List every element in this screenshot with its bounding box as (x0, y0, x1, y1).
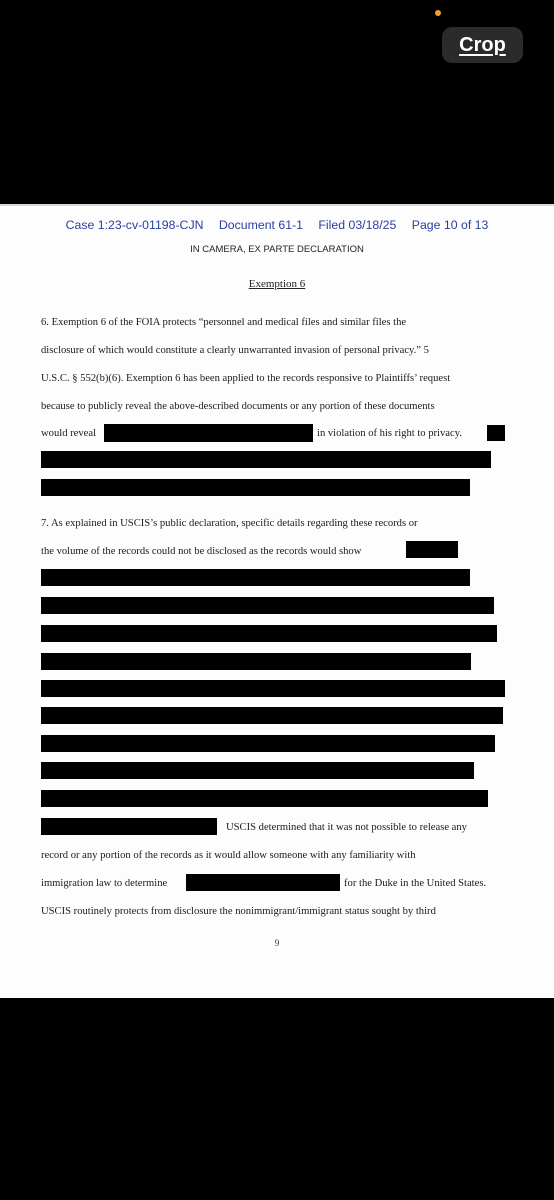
redaction-block (41, 597, 494, 614)
redaction-block (41, 818, 217, 835)
paragraph-7-line-5b: for the Duke in the United States. (344, 878, 487, 889)
top-bar (0, 0, 554, 200)
page-info: Page 10 of 13 (411, 218, 489, 232)
paragraph-6-line-2: disclosure of which would constitute a clearly unwarranted invasion of personal privacy.” 5 (41, 345, 429, 356)
declaration-header: IN CAMERA, EX PARTE DECLARATION (190, 244, 364, 255)
document-page (0, 204, 554, 998)
redaction-block (41, 735, 495, 752)
paragraph-6-line-3: U.S.C. § 552(b)(6). Exemption 6 has been applied to the records responsive to Plaintiffs’ request (41, 373, 451, 384)
redaction-block (41, 680, 505, 697)
filed-date: Filed 03/18/25 (318, 218, 397, 232)
paragraph-6-line-5b: in violation of his right to privacy. (317, 428, 462, 439)
paragraph-7-line-4: record or any portion of the records as it would allow someone with any familiarity with (41, 850, 416, 861)
page-edge (0, 204, 554, 206)
page-number: 9 (274, 938, 280, 948)
redaction-block (186, 874, 340, 891)
bottom-area (0, 998, 554, 1200)
redaction-block (406, 541, 458, 558)
redaction-block (41, 790, 488, 807)
redaction-block (41, 479, 470, 496)
crop-button-label: Crop (459, 33, 506, 56)
redaction-block (41, 625, 497, 642)
paragraph-7-line-2: the volume of the records could not be disclosed as the records would show (41, 546, 362, 557)
redaction-block (41, 707, 503, 724)
redaction-block (104, 424, 313, 442)
redaction-block (487, 425, 505, 441)
redaction-block (41, 569, 470, 586)
paragraph-7-line-3: USCIS determined that it was not possible to release any (226, 822, 467, 833)
paragraph-7-line-5a: immigration law to determine (41, 878, 168, 889)
redaction-block (41, 653, 471, 670)
case-number: Case 1:23-cv-01198-CJN (65, 218, 204, 232)
paragraph-7-line-1: 7. As explained in USCIS’s public declaration, specific details regarding these records or (41, 518, 418, 529)
paragraph-6-line-4: because to publicly reveal the above-described documents or any portion of these documents (41, 401, 435, 412)
document-number: Document 61-1 (218, 218, 303, 232)
redaction-block (41, 762, 474, 779)
crop-button[interactable] (442, 27, 523, 63)
redaction-block (41, 451, 491, 468)
section-title: Exemption 6 (248, 278, 306, 290)
paragraph-6-line-1: 6. Exemption 6 of the FOIA protects “personnel and medical files and similar files the (41, 317, 407, 328)
recording-indicator-dot (435, 10, 441, 16)
paragraph-6-line-5a: would reveal (41, 428, 97, 439)
paragraph-7-line-6: USCIS routinely protects from disclosure the nonimmigrant/immigrant status sought by third (41, 906, 436, 917)
case-header (0, 218, 554, 232)
